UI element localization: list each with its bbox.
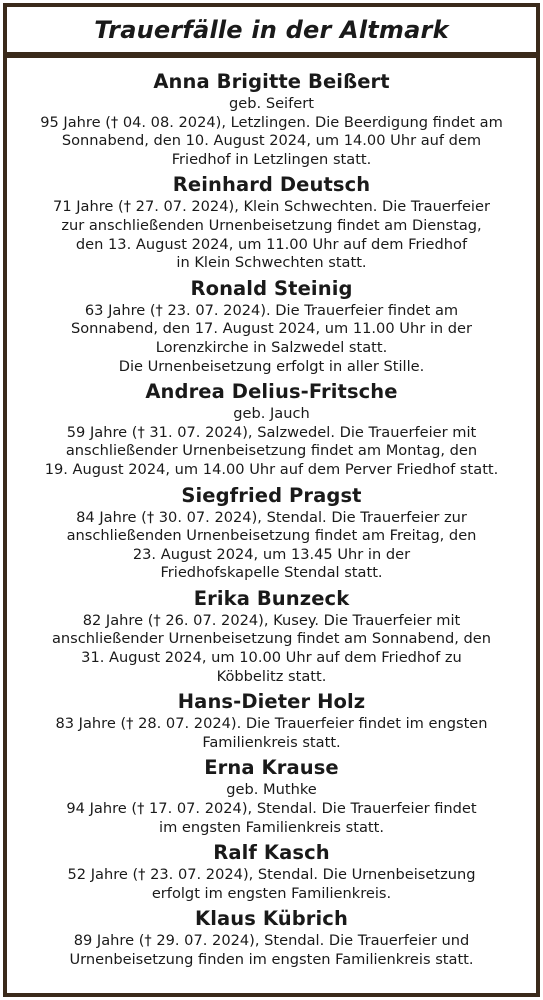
deceased-name: Hans-Dieter Holz (177, 690, 366, 714)
text-line: 83 Jahre († 28. 07. 2024). Die Trauerfeier findet im engsten (55, 715, 488, 733)
text-line: Friedhof in Letzlingen statt. (171, 150, 372, 168)
deceased-name: Andrea Delius-Fritsche (145, 380, 398, 404)
obituary-entry (7, 378, 536, 479)
text-line: 19. August 2024, um 14.00 Uhr auf dem Perver Friedhof statt. (44, 460, 499, 478)
text-line: 82 Jahre († 26. 07. 2024), Kusey. Die Trauerfeier mit (82, 611, 461, 629)
page-title: Trauerfälle in der Altmark (94, 15, 449, 44)
birth-name: geb. Muthke (226, 781, 317, 799)
obituary-entry (7, 68, 536, 169)
text-line: zur anschließenden Urnenbeisetzung findet am Dienstag, (61, 216, 482, 234)
obituary-entry (7, 275, 536, 376)
deceased-name: Ralf Kasch (213, 841, 330, 865)
deceased-name: Siegfried Pragst (181, 483, 362, 507)
text-line: den 13. August 2024, um 11.00 Uhr auf dem Friedhof (75, 235, 468, 253)
text-line: anschließender Urnenbeisetzung findet am Montag, den (65, 442, 478, 460)
obituary-entry (7, 482, 536, 583)
text-line: Köbbelitz statt. (216, 667, 327, 685)
text-line: 23. August 2024, um 13.45 Uhr in der (132, 545, 411, 563)
text-line: Urnenbeisetzung finden im engsten Familienkreis statt. (69, 951, 474, 968)
deceased-name: Klaus Kübrich (195, 907, 348, 931)
deceased-name: Reinhard Deutsch (172, 173, 371, 197)
obituary-entry (7, 585, 536, 686)
birth-name: geb. Seifert (229, 95, 314, 112)
text-line: 31. August 2024, um 10.00 Uhr auf dem Friedhof zu (81, 649, 462, 667)
birth-name: geb. Jauch (233, 405, 310, 423)
text-line: 94 Jahre († 17. 07. 2024), Stendal. Die Trauerfeier findet (66, 800, 477, 818)
text-line: 52 Jahre († 23. 07. 2024), Stendal. Die Urnenbeisetzung (67, 866, 476, 884)
text-line: 95 Jahre († 04. 08. 2024), Letzlingen. Die Beerdigung findet am (40, 113, 503, 131)
text-line: Sonnabend, den 17. August 2024, um 11.00 Uhr in der (70, 320, 473, 338)
deceased-name: Anna Brigitte Beißert (153, 70, 390, 93)
obituary-text (7, 800, 536, 837)
obituary-entry (7, 905, 536, 969)
page-header (7, 7, 536, 52)
text-line: 89 Jahre († 29. 07. 2024), Stendal. Die Trauerfeier und (73, 932, 470, 950)
text-line: Friedhofskapelle Stendal statt. (160, 564, 383, 582)
obituary-entry (7, 171, 536, 272)
obituary-text (7, 424, 536, 480)
deceased-name: Ronald Steinig (190, 276, 353, 300)
text-line: 59 Jahre († 31. 07. 2024), Salzwedel. Die Trauerfeier mit (66, 423, 477, 441)
obituary-entry (7, 839, 536, 903)
obituary-list (7, 58, 536, 993)
obituary-entry (7, 754, 536, 837)
deceased-name: Erna Krause (204, 756, 339, 780)
deceased-name: Erika Bunzeck (193, 586, 350, 610)
obituary-text (7, 509, 536, 583)
obituary-text (7, 715, 536, 752)
obituary-text (7, 612, 536, 686)
text-line: Die Urnenbeisetzung erfolgt in aller Stille. (118, 357, 425, 375)
text-line: Lorenzkirche in Salzwedel statt. (155, 338, 388, 356)
text-line: anschließenden Urnenbeisetzung findet am Freitag, den (66, 527, 477, 545)
text-line: 71 Jahre († 27. 07. 2024), Klein Schwechten. Die Trauerfeier (53, 198, 490, 216)
obituary-text (7, 198, 536, 272)
text-line: Sonnabend, den 10. August 2024, um 14.00 Uhr auf dem (61, 132, 482, 150)
obituary-text (7, 866, 536, 903)
obituary-text (7, 114, 536, 170)
obituary-text (7, 932, 536, 969)
text-line: anschließender Urnenbeisetzung findet am Sonnabend, den (51, 630, 492, 648)
text-line: 63 Jahre († 23. 07. 2024). Die Trauerfeier findet am (84, 301, 459, 319)
text-line: in Klein Schwechten statt. (176, 254, 367, 272)
text-line: 84 Jahre († 30. 07. 2024), Stendal. Die Trauerfeier zur (76, 508, 467, 526)
text-line: Familienkreis statt. (202, 733, 341, 751)
text-line: erfolgt im engsten Familienkreis. (151, 884, 392, 902)
obituary-text (7, 302, 536, 376)
text-line: im engsten Familienkreis statt. (159, 818, 384, 836)
obituary-entry (7, 688, 536, 752)
